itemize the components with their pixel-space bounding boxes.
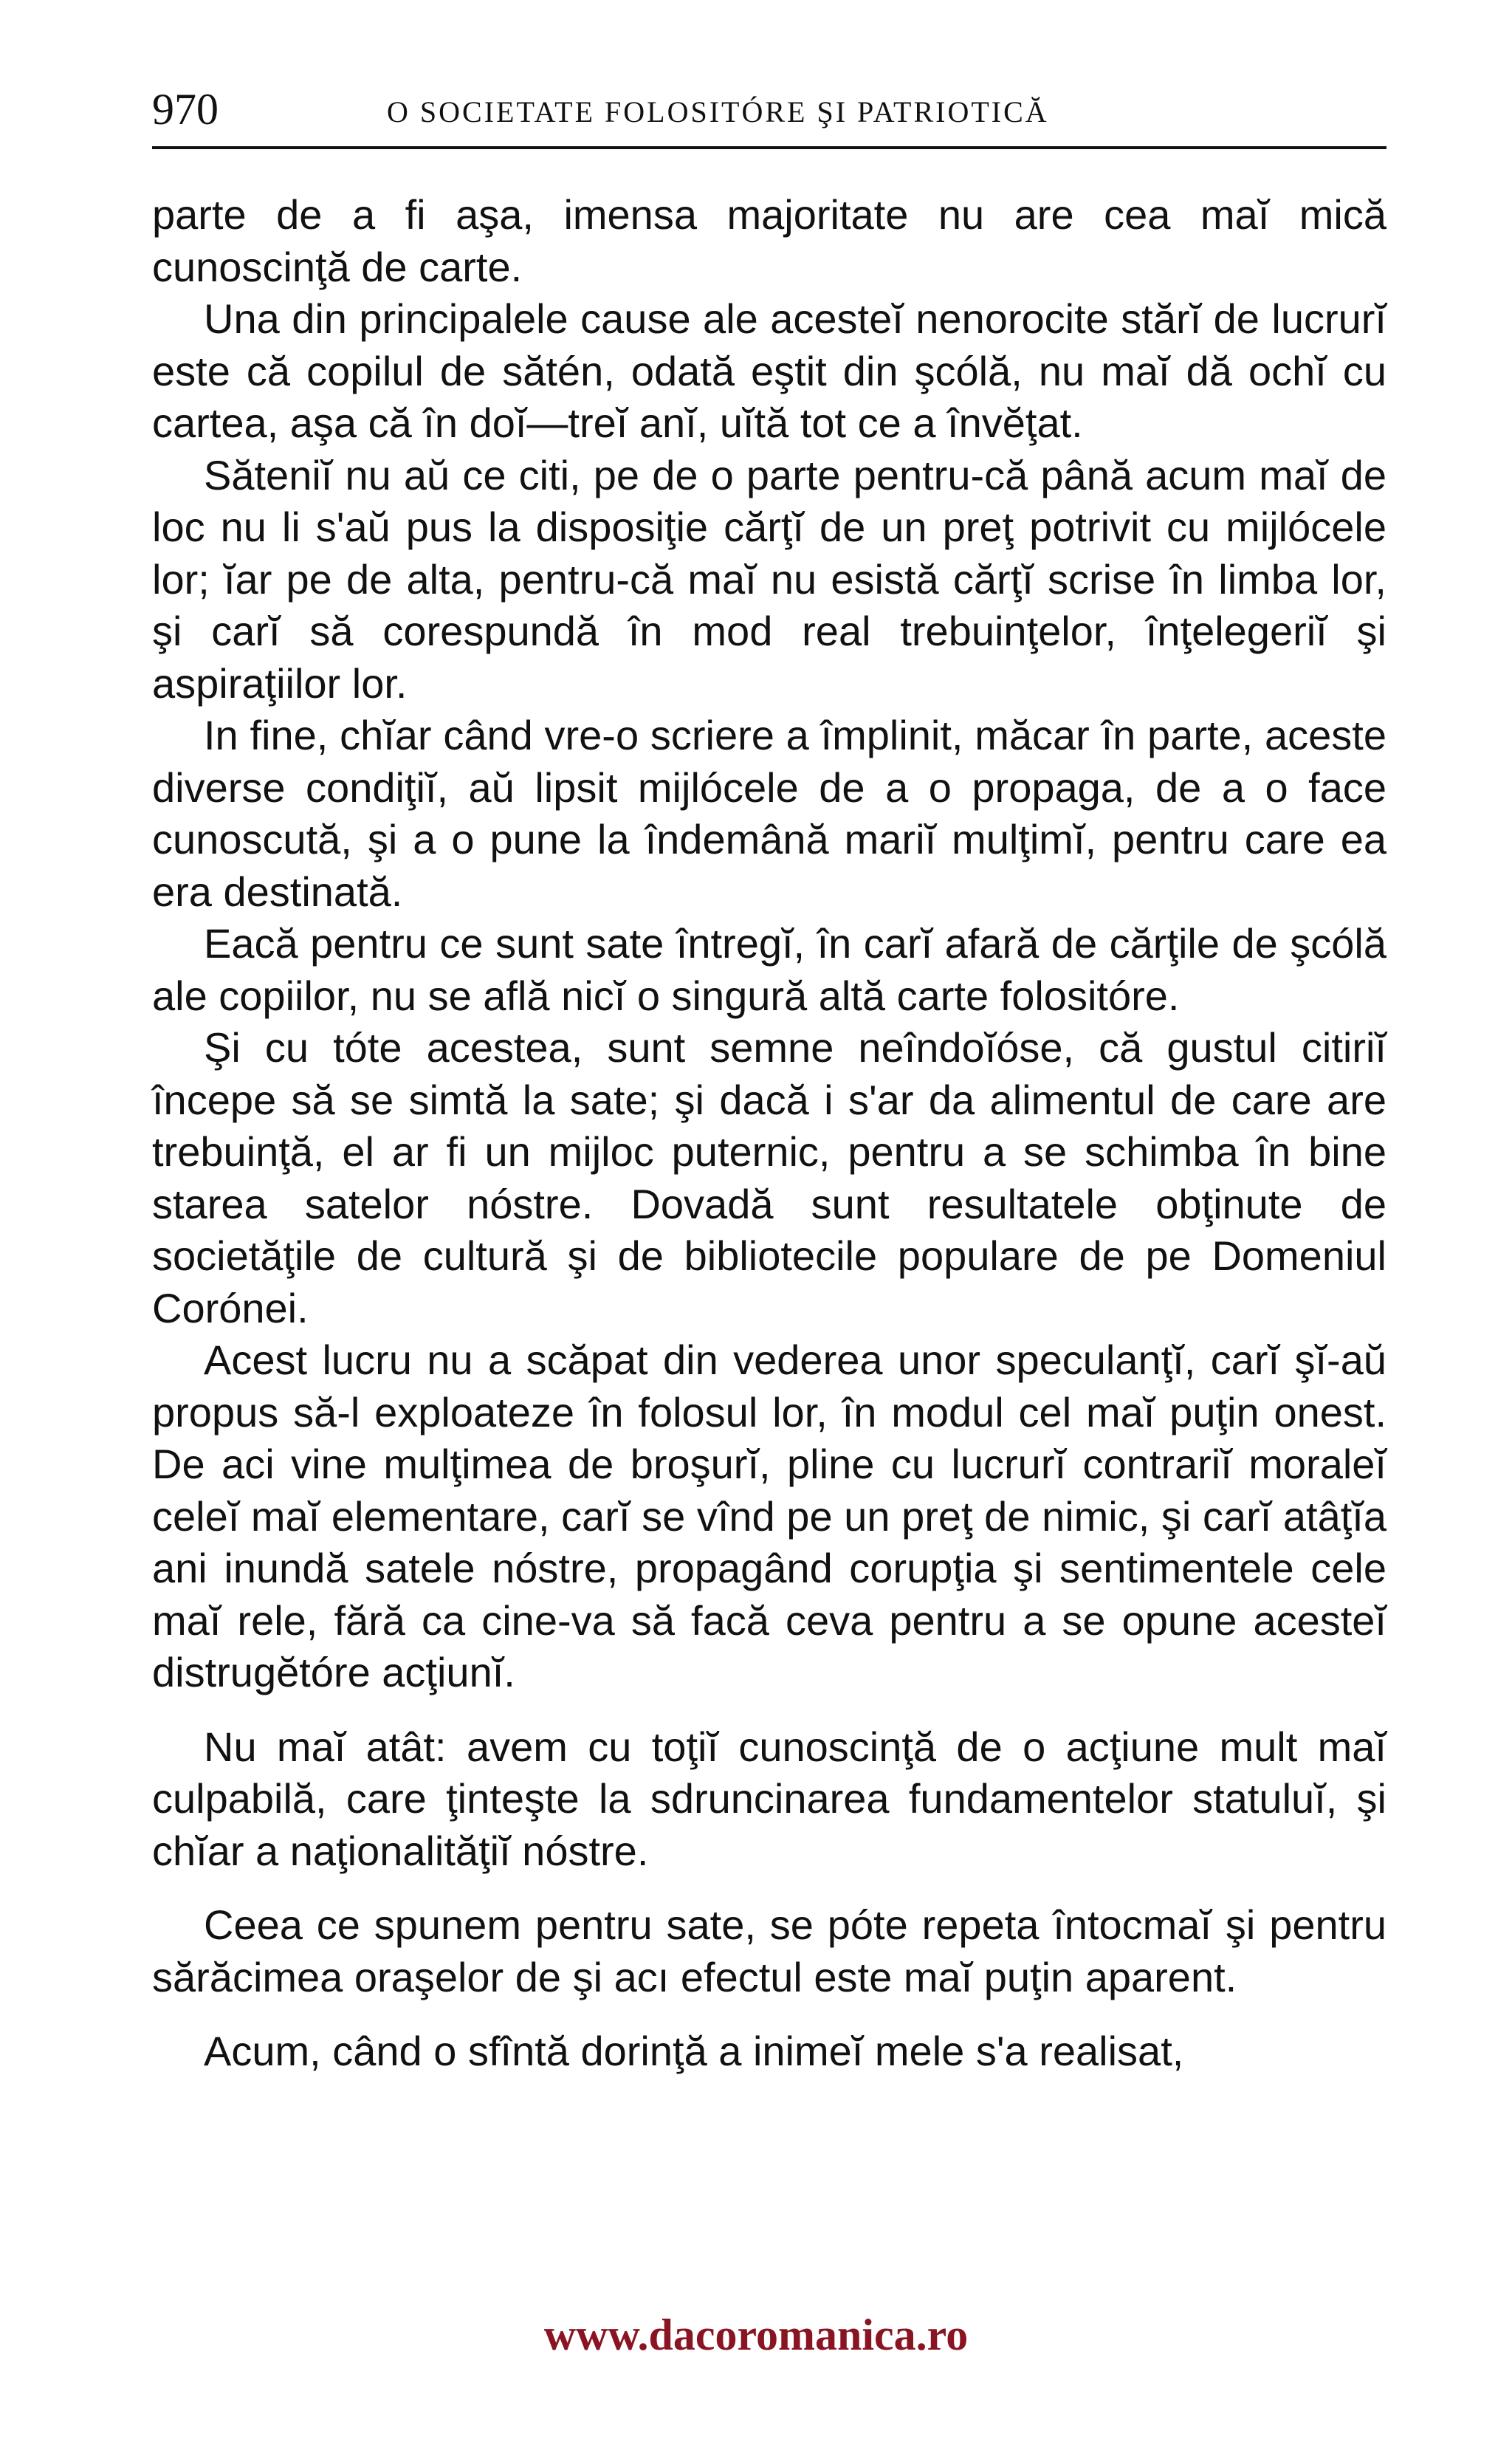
body-text <box>152 189 1386 2078</box>
paragraph: Nu maĭ atât: avem cu toţiĭ cunoscinţă de o acţiune mult maĭ culpabilă, care ţinteşte la sdruncinarea fundamentelor statuluĭ, şi chĭar a naţionalităţiĭ nóstre. <box>152 1723 1386 1874</box>
paragraph: Ceea ce spunem pentru sate, se póte repeta întocmaĭ şi pentru sărăcimea oraşelor de şi acı efectul este maĭ puţin aparent. <box>152 1901 1386 2000</box>
paragraph: In fine, chĭar când vre-o scriere a împlinit, măcar în parte, aceste diverse condiţiĭ, aŭ lipsit mijlócele de a o propaga, de a o face cunoscută, şi a o pune la îndemână mariĭ mulţimĭ, pentru care ea era destinată. <box>152 712 1386 915</box>
running-title: O SOCIETATE FOLOSITÓRE ŞI PATRIOTICĂ <box>387 95 1049 128</box>
paragraph: Săteniĭ nu aŭ ce citi, pe de o parte pentru-că până acum maĭ de loc nu li s'aŭ pus la disposiţie cărţĭ de un preţ potrivit cu mijlócele lor; ĭar pe de alta, pentru-că maĭ nu esistă cărţĭ scrise în limba lor, şi carĭ să corespundă în mod real trebuinţelor, înţelegeriĭ şi aspiraţiilor lor. <box>152 451 1386 707</box>
footer-website-link[interactable]: www.dacoromanica.ro <box>543 2311 969 2359</box>
page-number: 970 <box>152 85 219 134</box>
paragraph: Acum, când o sfîntă dorinţă a inimeĭ mele s'a realisat, <box>204 2028 1184 2074</box>
page-header <box>152 80 1386 149</box>
paragraph-spacer <box>152 1699 1386 1721</box>
paragraph-spacer <box>152 2003 1386 2025</box>
paragraph: Şi cu tóte acestea, sunt semne neîndoĭóse, că gustul citiriĭ începe să se simtă la sate; şi dacă i s'ar da alimentul de care are trebuinţă, el ar fi un mijloc puternic, pentru a se schimba în bine starea satelor nóstre. Dovadă sunt resultatele obţinute de societăţile de cultură şi de bibliotecile populare de pe Domeniul Corónei. <box>152 1024 1386 1331</box>
paragraph-spacer <box>152 1877 1386 1899</box>
paragraph: parte de a fi aşa, imensa majoritate nu are cea maĭ mică cunoscinţă de carte. <box>152 191 1386 290</box>
paragraph: Eacă pentru ce sunt sate întregĭ, în carĭ afară de cărţile de şcólă ale copiilor, nu se află nicĭ o singură altă carte folositóre. <box>152 920 1386 1019</box>
paragraph: Acest lucru nu a scăpat din vederea unor speculanţĭ, carĭ şĭ-aŭ propus să-l exploateze în folosul lor, în modul cel maĭ puţin onest. De aci vine mulţimea de broşurĭ, pline cu lucrurĭ contrariĭ moraleĭ celeĭ maĭ elementare, carĭ se vînd pe un preţ de nimic, şi carĭ atâţĭa ani inundă satele nóstre, propagând corupţia şi sentimentele cele maĭ rele, fără ca cine-va să facă ceva pentru a se opune acesteĭ distrugĕtóre acţiunĭ. <box>152 1337 1386 1695</box>
paragraph: Una din principalele cause ale acesteĭ nenorocite stărĭ de lucrurĭ este că copilul de sătén, odată eştit din şcólă, nu maĭ dă ochĭ cu cartea, aşa că în doĭ—treĭ anĭ, uĭtă tot ce a învĕţat. <box>152 295 1386 446</box>
